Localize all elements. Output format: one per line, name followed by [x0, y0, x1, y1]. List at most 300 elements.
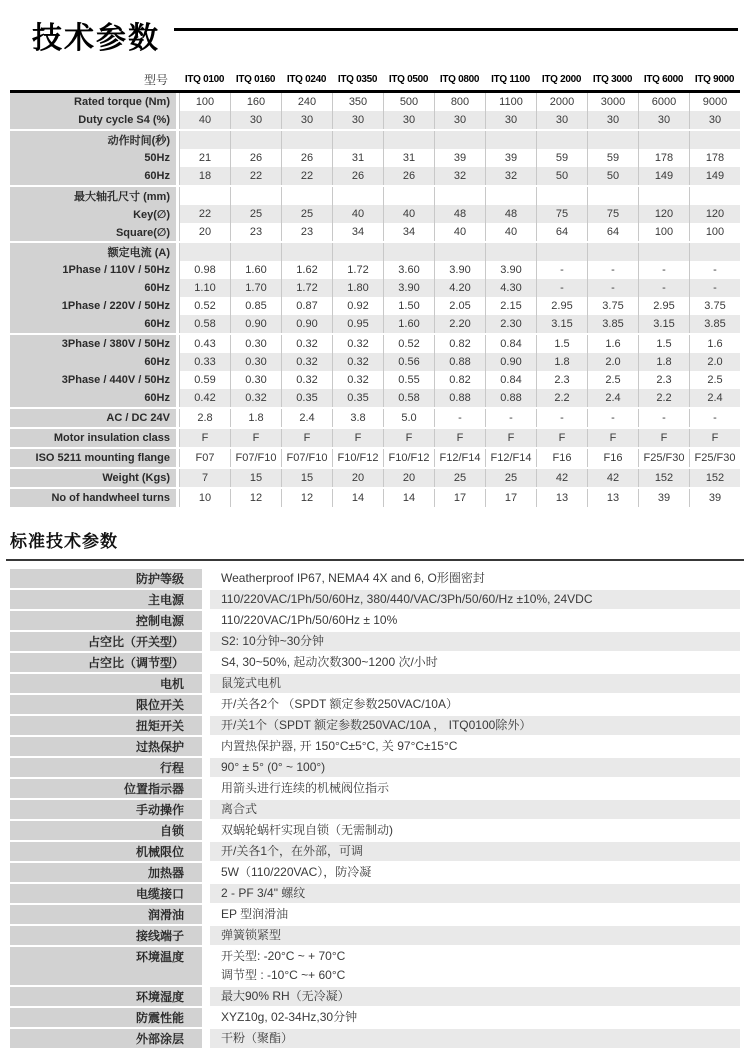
spec-row-values	[179, 279, 740, 297]
spec-value-cell: 0.35	[281, 389, 332, 407]
spec-value-cell: 1.5	[536, 335, 587, 353]
param-value	[210, 632, 740, 651]
title-rule	[174, 28, 738, 31]
spec-row-label: 60Hz	[10, 353, 176, 371]
spec-value-cell: F12/F14	[434, 449, 485, 467]
spec-row-values	[179, 167, 740, 185]
param-label: 接线端子	[10, 926, 202, 945]
param-row	[10, 821, 740, 840]
spec-value-cell: -	[587, 279, 638, 297]
spec-value-cell: F16	[536, 449, 587, 467]
spec-value-cell: 120	[689, 205, 740, 223]
spec-value-cell: 26	[281, 149, 332, 167]
param-row	[10, 842, 740, 861]
spec-value-cell: 22	[281, 167, 332, 185]
model-name: ITQ 9000	[694, 73, 735, 85]
spec-value-cell: 0.32	[332, 371, 383, 389]
spec-table-row	[10, 279, 740, 297]
spec-value-cell: 0.90	[485, 353, 536, 371]
spec-value-cell: 2.15	[485, 297, 536, 315]
param-row	[10, 674, 740, 693]
spec-value-cell: F25/F30	[638, 449, 689, 467]
spec-table-row	[10, 205, 740, 223]
spec-row-label: Motor insulation class	[10, 429, 176, 447]
spec-value-cell: 30	[485, 111, 536, 129]
spec-table-row	[10, 371, 740, 389]
param-value	[210, 905, 740, 924]
spec-value-cell: 0.30	[230, 335, 281, 353]
spec-value-cell: F	[434, 429, 485, 447]
spec-value-cell: 25	[230, 205, 281, 223]
spec-value-cell: 14	[332, 489, 383, 507]
spec-row-values	[179, 389, 740, 407]
spec-value-cell: 0.88	[485, 389, 536, 407]
spec-value-cell: -	[638, 409, 689, 427]
param-label: 控制电源	[10, 611, 202, 630]
spec-table-row	[10, 261, 740, 279]
param-value-line: 鼠笼式电机	[221, 676, 282, 690]
spec-row-label: Key(∅)	[10, 205, 176, 223]
spec-value-cell: 30	[689, 111, 740, 129]
spec-row-label: 50Hz	[10, 149, 176, 167]
spec-value-cell: 100	[638, 223, 689, 241]
model-name: ITQ 6000	[643, 73, 684, 85]
param-label: 电机	[10, 674, 202, 693]
spec-value-cell: 0.58	[383, 389, 434, 407]
param-row	[10, 716, 740, 735]
spec-value-cell: 3.90	[485, 261, 536, 279]
spec-value-cell: 2.05	[434, 297, 485, 315]
spec-value-cell: 13	[587, 489, 638, 507]
param-value	[210, 779, 740, 798]
spec-table-body	[10, 93, 740, 507]
spec-value-cell: 800	[434, 93, 485, 111]
spec-value-cell: 17	[434, 489, 485, 507]
spec-value-cell: 48	[485, 205, 536, 223]
spec-table-row	[10, 111, 740, 129]
spec-value-cell	[230, 131, 281, 149]
model-name: ITQ 3000	[592, 73, 633, 85]
spec-value-cell: 152	[638, 469, 689, 487]
spec-row-label: 1Phase / 110V / 50Hz	[10, 261, 176, 279]
spec-value-cell: 2.8	[179, 409, 230, 427]
spec-table-row	[10, 469, 740, 487]
spec-value-cell: 59	[587, 149, 638, 167]
spec-value-cell: 2.20	[434, 315, 485, 333]
spec-value-cell: 2.95	[536, 297, 587, 315]
spec-value-cell: 100	[179, 93, 230, 111]
spec-value-cell: F07	[179, 449, 230, 467]
param-value-line: S4, 30~50%, 起动次数300~1200 次/小时	[221, 655, 438, 669]
spec-value-cell: 6000	[638, 93, 689, 111]
spec-value-cell: 1.50	[383, 297, 434, 315]
param-value	[210, 884, 740, 903]
param-label: 主电源	[10, 590, 202, 609]
spec-value-cell: 50	[536, 167, 587, 185]
spec-value-cell: 0.30	[230, 353, 281, 371]
spec-value-cell: 10	[179, 489, 230, 507]
spec-value-cell: 30	[434, 111, 485, 129]
param-value-line: 开/关各1个，在外部，可调	[221, 844, 364, 858]
spec-value-cell	[179, 243, 230, 261]
spec-value-cell: 40	[179, 111, 230, 129]
spec-value-cell: 0.42	[179, 389, 230, 407]
spec-value-cell: 2.3	[638, 371, 689, 389]
spec-value-cell: 32	[434, 167, 485, 185]
spec-value-cell	[434, 243, 485, 261]
spec-row-values	[179, 449, 740, 467]
spec-value-cell: 30	[638, 111, 689, 129]
standard-params-body	[10, 569, 740, 1048]
spec-value-cell: 5.0	[383, 409, 434, 427]
spec-value-cell: -	[434, 409, 485, 427]
spec-value-cell: 40	[434, 223, 485, 241]
spec-value-cell: 1.60	[230, 261, 281, 279]
standard-params-section	[10, 527, 740, 1048]
spec-value-cell: 34	[332, 223, 383, 241]
spec-row-values	[179, 429, 740, 447]
model-row-label: 型号	[143, 72, 168, 87]
spec-value-cell: 30	[230, 111, 281, 129]
spec-value-cell: -	[536, 409, 587, 427]
spec-row-values	[179, 297, 740, 315]
spec-value-cell: 0.84	[485, 371, 536, 389]
param-label: 扭矩开关	[10, 716, 202, 735]
spec-value-cell: 26	[230, 149, 281, 167]
spec-value-cell: 0.43	[179, 335, 230, 353]
param-value	[210, 653, 740, 672]
spec-value-cell	[689, 131, 740, 149]
param-value-line: EP 型润滑油	[221, 907, 289, 921]
spec-value-cell: 1100	[485, 93, 536, 111]
spec-value-cell: 1.60	[383, 315, 434, 333]
spec-value-cell: 17	[485, 489, 536, 507]
param-row	[10, 926, 740, 945]
spec-table-row	[10, 489, 740, 507]
spec-value-cell: 3.75	[587, 297, 638, 315]
spec-value-cell	[332, 243, 383, 261]
spec-value-cell: 2.4	[281, 409, 332, 427]
spec-value-cell: F	[485, 429, 536, 447]
spec-value-cell: 40	[383, 205, 434, 223]
spec-value-cell: F	[689, 429, 740, 447]
spec-value-cell: F25/F30	[689, 449, 740, 467]
param-value	[210, 947, 740, 985]
spec-value-cell: 3000	[587, 93, 638, 111]
spec-value-cell: 3.85	[587, 315, 638, 333]
spec-value-cell: 1.8	[638, 353, 689, 371]
spec-value-cell: 18	[179, 167, 230, 185]
spec-value-cell: 1.6	[587, 335, 638, 353]
spec-table-row	[10, 167, 740, 185]
param-value-line: 双蜗轮蜗杆实现自锁（无需制动)	[221, 823, 393, 837]
spec-value-cell	[383, 243, 434, 261]
spec-row-values	[179, 315, 740, 333]
spec-value-cell: 9000	[689, 93, 740, 111]
spec-value-cell: 0.35	[332, 389, 383, 407]
spec-value-cell: 0.52	[179, 297, 230, 315]
spec-value-cell: 0.56	[383, 353, 434, 371]
param-value-line: 弹簧锁紧型	[221, 928, 282, 942]
model-name: ITQ 0100	[184, 73, 225, 85]
param-value	[210, 737, 740, 756]
param-label: 过热保护	[10, 737, 202, 756]
spec-value-cell: 23	[281, 223, 332, 241]
spec-value-cell	[383, 131, 434, 149]
spec-value-cell: 0.55	[383, 371, 434, 389]
spec-row-label: 额定电流 (A)	[10, 243, 176, 261]
spec-value-cell: 178	[638, 149, 689, 167]
spec-value-cell: 25	[281, 205, 332, 223]
spec-table-row	[10, 131, 740, 149]
spec-row-label: 60Hz	[10, 315, 176, 333]
param-value	[210, 987, 740, 1006]
model-name: ITQ 0160	[235, 73, 276, 85]
spec-value-cell: 42	[536, 469, 587, 487]
spec-value-cell: 3.8	[332, 409, 383, 427]
spec-value-cell: 75	[536, 205, 587, 223]
spec-value-cell: 59	[536, 149, 587, 167]
spec-value-cell: 0.32	[281, 335, 332, 353]
param-label: 机械限位	[10, 842, 202, 861]
param-value	[210, 716, 740, 735]
spec-value-cell: 1.70	[230, 279, 281, 297]
spec-value-cell: 0.88	[434, 389, 485, 407]
spec-row-values	[179, 335, 740, 353]
spec-value-cell	[179, 131, 230, 149]
model-names	[179, 74, 740, 85]
spec-row-label: ISO 5211 mounting flange	[10, 449, 176, 467]
param-label: 手动操作	[10, 800, 202, 819]
param-row	[10, 569, 740, 588]
spec-value-cell: 0.58	[179, 315, 230, 333]
param-value-line: Weatherproof IP67, NEMA4 4X and 6, O形圈密封	[221, 571, 485, 585]
spec-value-cell: 64	[587, 223, 638, 241]
spec-row-label: 1Phase / 220V / 50Hz	[10, 297, 176, 315]
param-row	[10, 590, 740, 609]
spec-value-cell: -	[485, 409, 536, 427]
param-row	[10, 758, 740, 777]
spec-value-cell: 30	[587, 111, 638, 129]
model-name: ITQ 2000	[541, 73, 582, 85]
param-row	[10, 653, 740, 672]
spec-value-cell: 2.4	[689, 389, 740, 407]
spec-value-cell: F	[332, 429, 383, 447]
spec-row-values	[179, 261, 740, 279]
spec-value-cell	[434, 131, 485, 149]
spec-row-values	[179, 353, 740, 371]
spec-value-cell: F	[536, 429, 587, 447]
spec-value-cell: 0.90	[281, 315, 332, 333]
spec-value-cell: 149	[638, 167, 689, 185]
spec-value-cell: F	[230, 429, 281, 447]
spec-value-cell	[281, 131, 332, 149]
spec-row-label: 3Phase / 380V / 50Hz	[10, 335, 176, 353]
param-value-line: 开/关各2个 （SPDT 额定参数250VAC/10A）	[221, 697, 458, 711]
spec-value-cell: 2.4	[587, 389, 638, 407]
spec-row-values	[179, 187, 740, 205]
spec-table-row	[10, 223, 740, 241]
spec-value-cell: 48	[434, 205, 485, 223]
section-title-rule	[6, 559, 744, 561]
section-title: 标准技术参数	[10, 532, 118, 551]
spec-value-cell: 7	[179, 469, 230, 487]
spec-value-cell: 2.2	[638, 389, 689, 407]
spec-value-cell	[281, 243, 332, 261]
spec-value-cell	[383, 187, 434, 205]
spec-value-cell: 1.72	[332, 261, 383, 279]
spec-value-cell: 0.30	[230, 371, 281, 389]
spec-value-cell: -	[689, 409, 740, 427]
param-label: 占空比（调节型）	[10, 653, 202, 672]
spec-table	[10, 68, 740, 507]
spec-table-row	[10, 449, 740, 467]
spec-value-cell: 39	[434, 149, 485, 167]
spec-value-cell: 15	[281, 469, 332, 487]
spec-value-cell: -	[689, 261, 740, 279]
param-row	[10, 905, 740, 924]
spec-table-row	[10, 409, 740, 427]
param-value	[210, 926, 740, 945]
param-value-line: 开/关1个（SPDT 额定参数250VAC/10A ， ITQ0100除外）	[221, 718, 532, 732]
spec-value-cell: 0.90	[230, 315, 281, 333]
spec-table-row	[10, 297, 740, 315]
param-value	[210, 758, 740, 777]
param-label: 外部涂层	[10, 1029, 202, 1048]
spec-value-cell	[587, 131, 638, 149]
spec-value-cell: 26	[383, 167, 434, 185]
page-title: 技术参数	[32, 22, 160, 55]
spec-value-cell: 3.75	[689, 297, 740, 315]
spec-value-cell: F16	[587, 449, 638, 467]
param-value-line: 2 - PF 3/4" 螺纹	[221, 886, 306, 900]
spec-value-cell: 4.30	[485, 279, 536, 297]
spec-value-cell: 40	[485, 223, 536, 241]
spec-value-cell: 0.82	[434, 335, 485, 353]
spec-row-label: Weight (Kgs)	[10, 469, 176, 487]
param-row	[10, 611, 740, 630]
param-value	[210, 674, 740, 693]
spec-value-cell: 1.62	[281, 261, 332, 279]
spec-value-cell: 50	[587, 167, 638, 185]
spec-table-row	[10, 149, 740, 167]
spec-value-cell: -	[638, 279, 689, 297]
spec-value-cell: F	[179, 429, 230, 447]
param-row	[10, 800, 740, 819]
spec-value-cell: F07/F10	[281, 449, 332, 467]
spec-row-values	[179, 371, 740, 389]
param-row	[10, 884, 740, 903]
spec-value-cell: 3.85	[689, 315, 740, 333]
spec-value-cell: 2.95	[638, 297, 689, 315]
spec-value-cell: 120	[638, 205, 689, 223]
spec-value-cell: 0.87	[281, 297, 332, 315]
spec-value-cell: 0.95	[332, 315, 383, 333]
spec-value-cell: 2.5	[689, 371, 740, 389]
spec-value-cell: F10/F12	[383, 449, 434, 467]
spec-row-label: 60Hz	[10, 279, 176, 297]
spec-value-cell: 1.8	[230, 409, 281, 427]
spec-value-cell: 0.52	[383, 335, 434, 353]
spec-value-cell: F10/F12	[332, 449, 383, 467]
spec-value-cell: 26	[332, 167, 383, 185]
spec-value-cell: 100	[689, 223, 740, 241]
spec-value-cell: 22	[230, 167, 281, 185]
spec-value-cell	[230, 187, 281, 205]
spec-value-cell: 12	[281, 489, 332, 507]
param-label: 行程	[10, 758, 202, 777]
spec-value-cell: 20	[179, 223, 230, 241]
spec-value-cell: 3.15	[536, 315, 587, 333]
spec-row-label: Rated torque (Nm)	[10, 93, 176, 111]
param-value	[210, 1029, 740, 1048]
spec-value-cell	[536, 243, 587, 261]
param-value	[210, 611, 740, 630]
param-value	[210, 842, 740, 861]
param-label: 限位开关	[10, 695, 202, 714]
spec-table-row	[10, 335, 740, 353]
spec-value-cell: 20	[332, 469, 383, 487]
spec-value-cell: 0.84	[485, 335, 536, 353]
param-value-line: 5W（110/220VAC），防冷凝	[221, 865, 372, 879]
spec-value-cell: 1.80	[332, 279, 383, 297]
spec-value-cell: 0.88	[434, 353, 485, 371]
param-value-line: 内置热保护器, 开 150°C±5°C, 关 97°C±15°C	[221, 739, 458, 753]
spec-table-row	[10, 243, 740, 261]
spec-value-cell: 30	[536, 111, 587, 129]
spec-value-cell: 0.32	[332, 335, 383, 353]
spec-value-cell: -	[689, 279, 740, 297]
spec-value-cell: 15	[230, 469, 281, 487]
spec-value-cell: 2.3	[536, 371, 587, 389]
spec-value-cell: -	[587, 409, 638, 427]
spec-value-cell: 149	[689, 167, 740, 185]
spec-value-cell: 40	[332, 205, 383, 223]
spec-value-cell: 25	[485, 469, 536, 487]
spec-value-cell: 3.60	[383, 261, 434, 279]
spec-value-cell: 0.32	[230, 389, 281, 407]
spec-table-row	[10, 93, 740, 111]
param-value-line: 110/220VAC/1Ph/50/60Hz ± 10%	[221, 613, 398, 627]
spec-value-cell: 3.15	[638, 315, 689, 333]
model-name: ITQ 0500	[388, 73, 429, 85]
spec-row-values	[179, 409, 740, 427]
param-label: 占空比（开关型）	[10, 632, 202, 651]
spec-row-label: 动作时间(秒)	[10, 131, 176, 149]
param-value-line: 干粉（聚酯）	[221, 1031, 294, 1045]
param-label: 环境温度	[10, 947, 202, 985]
param-label: 环境湿度	[10, 987, 202, 1006]
spec-row-values	[179, 223, 740, 241]
spec-value-cell	[485, 131, 536, 149]
param-row	[10, 987, 740, 1006]
param-value-line: 90° ± 5° (0° ~ 100°)	[221, 760, 326, 774]
spec-value-cell: F12/F14	[485, 449, 536, 467]
spec-value-cell: 31	[332, 149, 383, 167]
model-header-row	[10, 68, 740, 90]
param-value	[210, 590, 740, 609]
model-name: ITQ 0240	[286, 73, 327, 85]
spec-value-cell: 3.90	[383, 279, 434, 297]
spec-row-values	[179, 111, 740, 129]
spec-value-cell: 39	[689, 489, 740, 507]
spec-value-cell: 64	[536, 223, 587, 241]
param-value	[210, 1008, 740, 1027]
spec-value-cell: 31	[383, 149, 434, 167]
spec-row-values	[179, 469, 740, 487]
spec-value-cell: 178	[689, 149, 740, 167]
spec-value-cell: 2.30	[485, 315, 536, 333]
